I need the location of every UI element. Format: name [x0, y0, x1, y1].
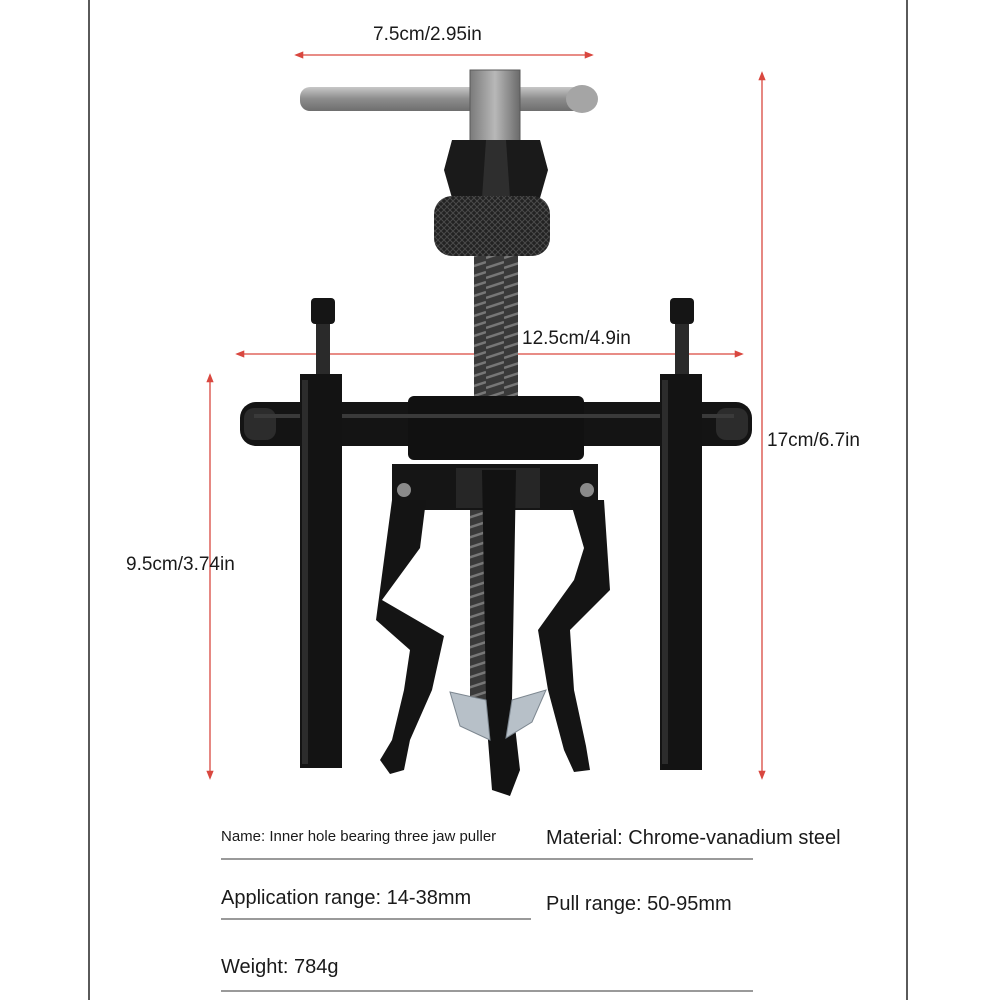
upper-screw-thread	[474, 256, 518, 406]
dimension-label-arm-span: 12.5cm/4.9in	[522, 328, 631, 349]
spec-application-range: Application range: 14-38mm	[221, 887, 472, 909]
divider-1	[221, 858, 753, 860]
right-jaw	[538, 500, 610, 772]
spec-name: Name: Inner hole bearing three jaw puller	[221, 828, 497, 845]
left-jaw	[376, 500, 444, 774]
spec-material: Material: Chrome-vanadium steel	[546, 827, 841, 849]
t-handle	[300, 70, 598, 142]
hex-nut	[444, 140, 548, 198]
left-side-bolt	[311, 298, 335, 380]
divider-3	[221, 990, 753, 992]
dimension-label-total-height: 17cm/6.7in	[767, 430, 860, 451]
dimension-label-jaw-length: 9.5cm/3.74in	[126, 554, 235, 575]
right-side-bolt	[670, 298, 694, 380]
center-jaw	[482, 470, 520, 796]
dimension-label-top-width: 7.5cm/2.95in	[373, 24, 482, 45]
divider-2	[221, 918, 531, 920]
spec-pull-range: Pull range: 50-95mm	[546, 893, 732, 915]
knurled-wheel	[434, 196, 550, 256]
spec-weight: Weight: 784g	[221, 956, 339, 978]
